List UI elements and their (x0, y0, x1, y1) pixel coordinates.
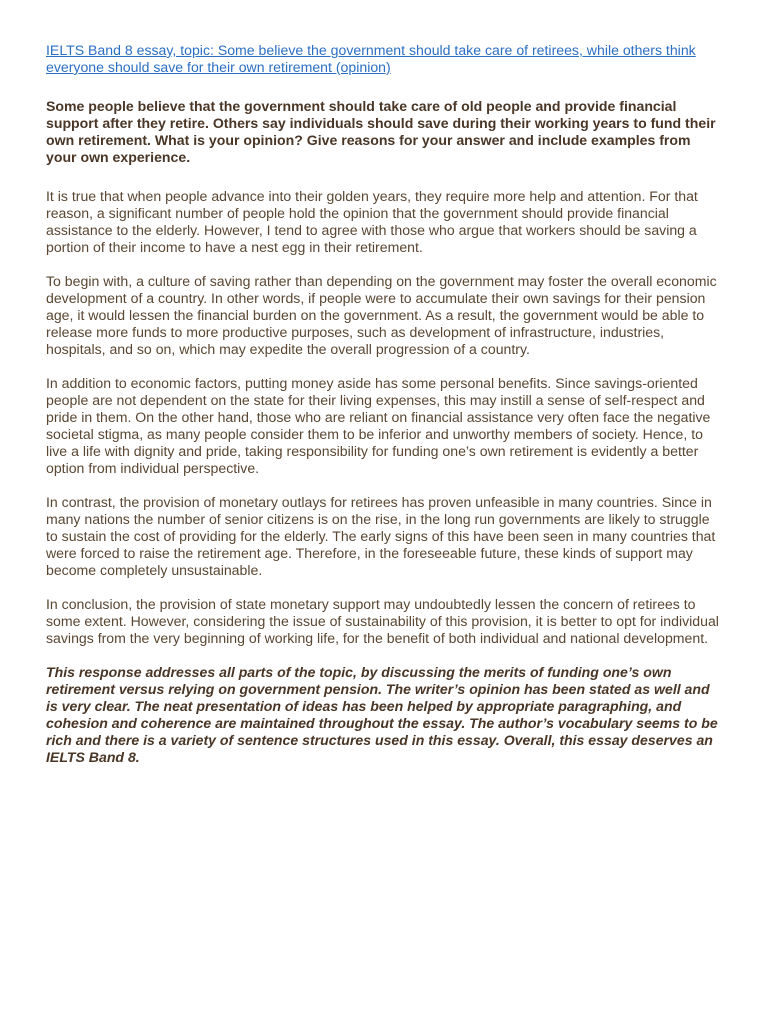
essay-paragraph-body-3: In contrast, the provision of monetary outlays for retirees has proven unfeasible in many countries. Since in many nations the number of senior citizens is on the rise, in the long run governments are likely to struggle to sustain the cost of providing for the elderly. The early signs of this have been seen in many countries that were forced to raise the retirement age. Therefore, in the foreseeable future, these kinds of support may become completely unsustainable. (46, 494, 716, 578)
essay-paragraph-conclusion: In conclusion, the provision of state monetary support may undoubtedly lessen the concern of retirees to some extent. However, considering the issue of sustainability of this provision, it is better to opt for individual savings from the very beginning of working life, for the benefit of both individual and national development. (46, 596, 719, 646)
essay-paragraph-body-2: In addition to economic factors, putting money aside has some personal benefits. Since savings-oriented people are not dependent on the state for their living expenses, this may instill a sense of self-respect and pride in them. On the other hand, those who are reliant on financial assistance very often face the negative societal stigma, as many people consider them to be inferior and unworthy members of society. Hence, to live a life with dignity and pride, taking responsibility for funding one’s own retirement is evidently a better option from individual perspective. (46, 375, 711, 476)
document-page (46, 42, 722, 766)
essay-title-link[interactable]: IELTS Band 8 essay, topic: Some believe the government should take care of retirees, while others think everyone should save for their own retirement (opinion) (46, 42, 696, 75)
essay-prompt: Some people believe that the government should take care of old people and provide financial support after they retire. Others say individuals should save during their working years to fund their own retirement. What is your opinion? Give reasons for your answer and include examples from your own experience. (46, 98, 716, 165)
essay-paragraph-body-1: To begin with, a culture of saving rather than depending on the government may foster the overall economic development of a country. In other words, if people were to accumulate their own savings for their pension age, it would lessen the financial burden on the government. As a result, the government would be able to release more funds to more productive purposes, such as development of infrastructure, industries, hospitals, and so on, which may expedite the overall progression of a country. (46, 273, 717, 357)
essay-paragraph-intro: It is true that when people advance into their golden years, they require more help and attention. For that reason, a significant number of people hold the opinion that the government should provide financial assistance to the elderly. However, I tend to agree with those who argue that workers should be saving a portion of their income to have a nest egg in their retirement. (46, 188, 698, 255)
examiner-comment: This response addresses all parts of the topic, by discussing the merits of funding one’s own retirement versus relying on government pension. The writer’s opinion has been stated as well and is very clear. The neat presentation of ideas has been helped by appropriate paragraphing, and cohesion and coherence are maintained throughout the essay. The author’s vocabulary seems to be rich and there is a variety of sentence structures used in this essay. Overall, this essay deserves an IELTS Band 8. (46, 664, 718, 765)
